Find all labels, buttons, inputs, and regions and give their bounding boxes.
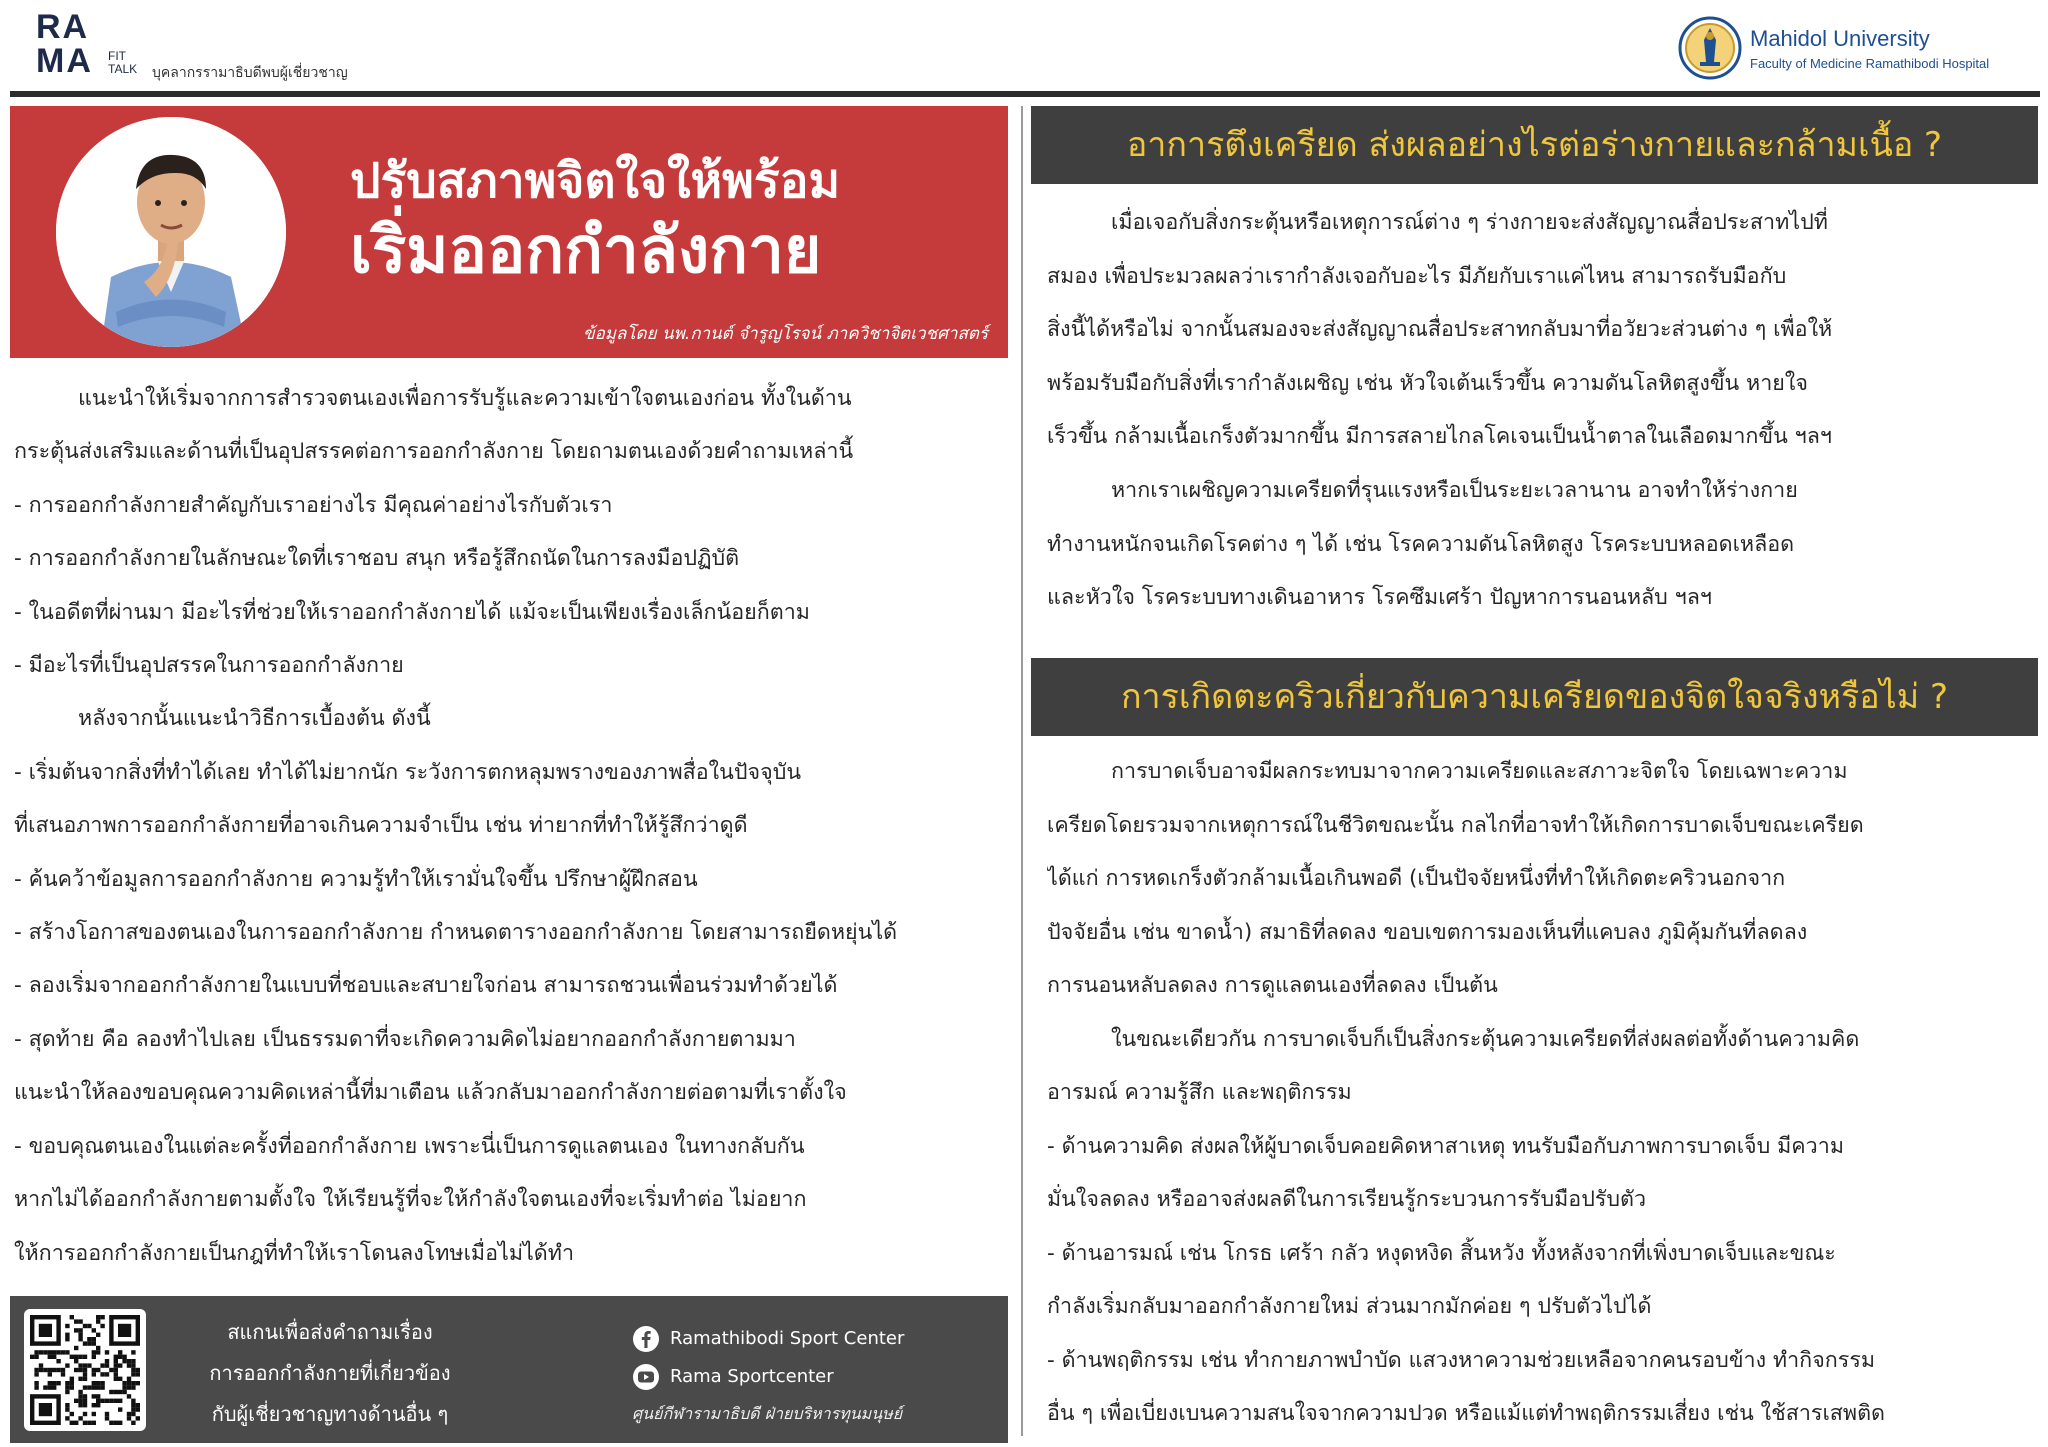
body-line: สิ่งนี้ได้หรือไม่ จากนั้นสมองจะส่งสัญญาณสื่อประสาทกลับมาที่อวัยวะส่วนต่าง ๆ เพื่อให้ [1047, 317, 1833, 343]
logo-line-2: MA [36, 42, 93, 80]
page-header [0, 0, 2048, 96]
body-line: การบาดเจ็บอาจมีผลกระทบมาจากความเครียดและสภาวะจิตใจ โดยเฉพาะความ [1111, 759, 1848, 784]
body-line: พร้อมรับมือกับสิ่งที่เรากำลังเผชิญ เช่น หัวใจเต้นเร็วขึ้น ความดันโลหิตสูงขึ้น หายใจ [1047, 370, 1808, 396]
body-line: กระตุ้นส่งเสริมและด้านที่เป็นอุปสรรคต่อการออกกำลังกาย โดยถามตนเองด้วยคำถามเหล่านี้ [14, 439, 854, 465]
body-line: มั่นใจลดลง หรืออาจส่งผลดีในการเรียนรู้กระบวนการรับมือปรับตัว [1047, 1187, 1647, 1212]
title-banner [10, 106, 1008, 358]
body-line: - มีอะไรที่เป็นอุปสรรคในการออกกำลังกาย [14, 653, 404, 679]
facebook-link[interactable] [632, 1322, 904, 1360]
body-line: ที่เสนอภาพการออกกำลังกายที่อาจเกินความจำเป็น เช่น ท่ายากที่ทำให้รู้สึกว่าดูดี [14, 813, 748, 839]
body-line: - ด้านพฤติกรรม เช่น ทำกายภาพบำบัด แสวงหาความช่วยเหลือจากคนรอบข้าง ทำกิจกรรม [1047, 1347, 1876, 1373]
talk-text: TALK [108, 62, 138, 76]
page-title [350, 146, 840, 286]
facebook-label: Ramathibodi Sport Center [670, 1328, 905, 1349]
column-divider [1021, 106, 1023, 1436]
scan-line-1: สแกนเพื่อส่งคำถามเรื่อง [227, 1320, 433, 1344]
body-line: ในขณะเดียวกัน การบาดเจ็บก็เป็นสิ่งกระตุ้นความเครียดที่ส่งผลต่อทั้งด้านความคิด [1111, 1026, 1860, 1052]
organization-unit: ศูนย์กีฬารามาธิบดี ฝ่ายบริหารทุนมนุษย์ [632, 1404, 903, 1423]
body-line: ทำงานหนักจนเกิดโรคต่าง ๆ ได้ เช่น โรคความดันโลหิตสูง โรคระบบหลอดเหลือด [1047, 531, 1795, 557]
title-line-2: เริ่มออกกำลังกาย [350, 214, 822, 288]
body-line: อื่น ๆ เพื่อเบี่ยงเบนความสนใจจากความปวด หรือแม้แต่ทำพฤติกรรมเสี่ยง เช่น ใช้สารเสพติด [1047, 1401, 1886, 1426]
mahidol-logo [1678, 16, 2038, 80]
header-rule [10, 91, 2040, 97]
body-line: ให้การออกกำลังกายเป็นกฎที่ทำให้เราโดนลงโทษเมื่อไม่ได้ทำ [14, 1240, 575, 1266]
body-line: แนะนำให้เริ่มจากการสำรวจตนเองเพื่อการรับรู้และความเข้าใจตนเองก่อน ทั้งในด้าน [78, 386, 852, 411]
contact-footer [10, 1296, 1008, 1443]
body-line: หากเราเผชิญความเครียดที่รุนแรงหรือเป็นระยะเวลานาน อาจทำให้ร่างกาย [1111, 477, 1798, 503]
fit-text: FIT [108, 49, 126, 63]
body-line: สมอง เพื่อประมวลผลว่าเรากำลังเจอกับอะไร มีภัยกับเราแค่ไหน สามารถรับมือกับ [1047, 263, 1787, 289]
logo-line-1: RA [36, 8, 90, 46]
body-line: การนอนหลับลดลง การดูแลตนเองที่ลดลง เป็นต้น [1047, 973, 1498, 998]
body-line: เร็วขึ้น กล้ามเนื้อเกร็งตัวมากขึ้น มีการสลายไกลโคเจนเป็นน้ำตาลในเลือดมากขึ้น ฯลฯ [1047, 424, 1832, 450]
mahidol-seal-icon [1678, 16, 1742, 80]
youtube-icon [632, 1363, 660, 1391]
body-line: - ด้านความคิด ส่งผลให้ผู้บาดเจ็บคอยคิดหาสาเหตุ ทนรับมือกับภาพการบาดเจ็บ มีความ [1047, 1133, 1844, 1159]
author-credit: ข้อมูลโดย นพ.กานต์ จำรูญโรจน์ ภาควิชาจิตเวชศาสตร์ [582, 324, 988, 344]
person-illustration [56, 117, 286, 347]
body-line: แนะนำให้ลองขอบคุณความคิดเหล่านี้ที่มาเตือน แล้วกลับมาออกกำลังกายต่อตามที่เราตั้งใจ [14, 1080, 847, 1106]
body-line: - เริ่มต้นจากสิ่งที่ทำได้เลย ทำได้ไม่ยากนัก ระวังการตกหลุมพรางของภาพสื่อในปัจจุบัน [14, 759, 802, 785]
rama-fit-talk-logo [36, 10, 93, 78]
body-line: - การออกกำลังกายในลักษณะใดที่เราชอบ สนุก หรือรู้สึกถนัดในการลงมือปฏิบัติ [14, 546, 740, 572]
faculty-name: Faculty of Medicine Ramathibodi Hospital [1750, 56, 1990, 71]
qr-pattern [30, 1315, 140, 1425]
body-line: กำลังเริ่มกลับมาออกกำลังกายใหม่ ส่วนมากมักค่อย ๆ ปรับตัวไปได้ [1047, 1294, 1652, 1319]
section-body-cramps [1047, 745, 2027, 1441]
title-line-1: ปรับสภาพจิตใจให้พร้อม [350, 153, 841, 209]
body-line: อารมณ์ ความรู้สึก และพฤติกรรม [1047, 1080, 1352, 1105]
body-line: - การออกกำลังกายสำคัญกับเราอย่างไร มีคุณค่าอย่างไรกับตัวเรา [14, 492, 613, 518]
body-line: - ค้นคว้าข้อมูลการออกกำลังกาย ความรู้ทำให้เรามั่นใจขึ้น ปรึกษาผู้ฝึกสอน [14, 866, 698, 892]
body-line: - สร้างโอกาสของตนเองในการออกกำลังกาย กำหนดตารางออกกำลังกาย โดยสามารถยืดหยุ่นได้ [14, 920, 898, 946]
body-line: ปัจจัยอื่น เช่น ขาดน้ำ) สมาธิที่ลดลง ขอบเขตการมองเห็นที่แคบลง ภูมิคุ้มกันที่ลดลง [1047, 919, 1808, 945]
section-body-stress-effects [1047, 196, 2027, 625]
scan-line-2: การออกกำลังกายที่เกี่ยวข้อง [209, 1361, 451, 1385]
body-line: - ลองเริ่มจากออกกำลังกายในแบบที่ชอบและสบายใจก่อน สามารถชวนเพื่อนร่วมทำด้วยได้ [14, 973, 838, 999]
body-line: หลังจากนั้นแนะนำวิธีการเบื้องต้น ดังนี้ [78, 706, 431, 732]
body-line: - ในอดีตที่ผ่านมา มีอะไรที่ช่วยให้เราออกกำลังกายได้ แม้จะเป็นเพียงเรื่องเล็กน้อยก็ตาม [14, 599, 810, 625]
facebook-icon [632, 1325, 660, 1353]
section-heading-stress-effects: อาการตึงเครียด ส่งผลอย่างไรต่อร่างกายและกล้ามเนื้อ ? [1031, 106, 2038, 184]
body-line: ได้แก่ การหดเกร็งตัวกล้ามเนื้อเกินพอดี (เป็นปัจจัยหนึ่งที่ทำให้เกิดตะคริวนอกจาก [1047, 866, 1786, 891]
youtube-link[interactable] [632, 1360, 904, 1398]
body-line: เมื่อเจอกับสิ่งกระตุ้นหรือเหตุการณ์ต่าง ๆ ร่างกายจะส่งสัญญาณสื่อประสาทไปที่ [1111, 210, 1828, 235]
body-line: - ขอบคุณตนเองในแต่ละครั้งที่ออกกำลังกาย เพราะนี่เป็นการดูแลตนเอง ในทางกลับกัน [14, 1133, 805, 1159]
body-line: เครียดโดยรวมจากเหตุการณ์ในชีวิตขณะนั้น กลไกที่อาจทำให้เกิดการบาดเจ็บขณะเครียด [1047, 812, 1864, 838]
header-tagline: บุคลากรรามาธิบดีพบผู้เชี่ยวชาญ [152, 65, 348, 81]
scan-instructions [170, 1312, 490, 1435]
doctor-photo [56, 117, 286, 347]
section-heading-cramps: การเกิดตะคริวเกี่ยวกับความเครียดของจิตใจจริงหรือไม่ ? [1031, 658, 2038, 736]
youtube-label: Rama Sportcenter [670, 1366, 834, 1387]
social-links [632, 1322, 904, 1398]
body-line: หากไม่ได้ออกกำลังกายตามตั้งใจ ให้เรียนรู้ที่จะให้กำลังใจตนเองที่จะเริ่มทำต่อ ไม่อยาก [14, 1187, 807, 1213]
university-name: Mahidol University [1750, 26, 1930, 51]
body-line: และหัวใจ โรคระบบทางเดินอาหาร โรคซึมเศร้า ปัญหาการนอนหลับ ฯลฯ [1047, 585, 1712, 611]
fit-talk-label [108, 50, 137, 76]
scan-line-3: กับผู้เชี่ยวชาญทางด้านอื่น ๆ [211, 1402, 449, 1426]
qr-code-icon[interactable] [24, 1309, 146, 1431]
body-line: - ด้านอารมณ์ เช่น โกรธ เศร้า กลัว หงุดหงิด สิ้นหวัง ทั้งหลังจากที่เพิ่งบาดเจ็บและขณะ [1047, 1240, 1836, 1266]
left-article [14, 372, 1008, 1280]
body-line: - สุดท้าย คือ ลองทำไปเลย เป็นธรรมดาที่จะเกิดความคิดไม่อยากออกกำลังกายตามมา [14, 1026, 796, 1052]
